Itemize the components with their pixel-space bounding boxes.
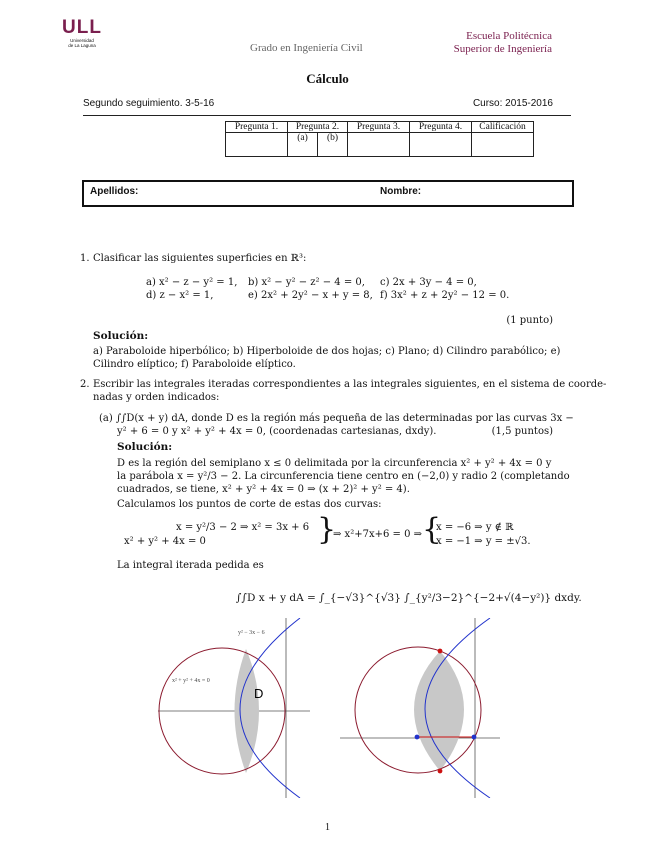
logo-mark: ULL [62,17,102,38]
grade-header-1: Pregunta 1. [226,122,288,133]
q2a-solution-2: la parábola x = y²/3 − 2. La circunferencia tiene centro en (−2,0) y radio 2 (completando [117,471,570,482]
q2a-points: (1,5 puntos) [491,426,553,437]
q1-statement: Clasificar las siguientes superficies en ℝ³: [93,253,307,264]
grade-header-3: Pregunta 3. [348,122,410,133]
q1-item-a: a) x² − z − y² = 1, [146,277,238,288]
grade-header-2: Pregunta 2. [288,122,348,133]
system-root-1: x = −6 ⇒ y ∉ ℝ [436,522,514,533]
q2-statement-1: Escribir las integrales iteradas correspondientes a las integrales siguientes, en el sistema de coorde- [93,379,607,390]
school-line-1: Escuela Politécnica [466,30,552,42]
q1-item-f: f) 3x² + z + 2y² − 12 = 0. [380,290,510,301]
grade-cell-5[interactable] [472,133,534,157]
circle-label: x² + y² + 4x = 0 [172,678,210,684]
grade-header-4: Pregunta 4. [410,122,472,133]
year-label: Curso: 2015-2016 [472,98,553,109]
q1-number: 1. [80,253,90,264]
page-title: Cálculo [306,71,349,86]
q1-solution-line-2: Cilindro elíptico; f) Paraboloide elíptico. [93,359,296,370]
right-endpoint [472,735,477,740]
student-name-box[interactable] [82,180,574,207]
q2a-line-1: (a) ∫∫D(x + y) dA, donde D es la región más pequeña de las determinadas por las curvas 3x − [99,413,574,424]
q2-statement-2: nadas y orden indicados: [93,392,220,403]
q1-solution-label: Solución: [93,330,149,342]
grade-cell-2a[interactable]: (a) [288,133,318,157]
q1-points: (1 punto) [506,315,553,326]
grade-cell-2b[interactable]: (b) [318,133,348,157]
grade-cell-4[interactable] [410,133,472,157]
q2a-line-2: y² + 6 = 0 y x² + y² + 4x = 0, (coordenadas cartesianas, dxdy). [117,426,437,437]
q2a-solution-5: La integral iterada pedida es [117,560,264,571]
page-number: 1 [325,822,330,833]
surname-label: Apellidos: [90,186,139,197]
intersection-top [438,649,443,654]
grade-cell-1[interactable] [226,133,288,157]
system-brace: } [317,512,337,547]
q1-item-d: d) z − x² = 1, [146,290,214,301]
top-rule [83,115,571,116]
school-line-2: Superior de Ingeniería [453,43,552,55]
course-name: Grado en Ingeniería Civil [250,42,363,54]
figure-right [340,618,500,798]
name-label: Nombre: [380,186,422,197]
exam-label: Segundo seguimiento. 3-5-16 [83,98,215,109]
system-middle: ⇒ x²+7x+6 = 0 ⇒ [333,529,422,540]
system-brace-left: { [422,512,442,547]
q1-item-b: b) x² − y² − z² − 4 = 0, [248,277,365,288]
region-label: D [254,686,264,701]
system-eq-1: x = y²/3 − 2 ⇒ x² = 3x + 6 [176,522,310,533]
q1-item-c: c) 2x + 3y − 4 = 0, [380,277,477,288]
grade-table [225,121,534,157]
system-eq-2: x² + y² + 4x = 0 [124,536,206,547]
q1-solution-line-1: a) Paraboloide hiperbólico; b) Hiperboloide de dos hojas; c) Plano; d) Cilindro parabólico; e) [93,346,561,357]
iterated-integral: ∫∫D x + y dA = ∫_{−√3}^{√3} ∫_{y²/3−2}^{−2+√(4−y²)} dxdy. [236,592,582,604]
q2a-solution-label: Solución: [117,441,173,453]
logo-sub-1: Universidad [70,38,94,43]
figure-left [150,618,310,798]
grade-cell-3[interactable] [348,133,410,157]
q1-item-e: e) 2x² + 2y² − x + y = 8, [248,290,373,301]
university-logo [62,18,102,48]
region-d-right [414,651,464,771]
q2a-solution-4: Calculamos los puntos de corte de estas dos curvas: [117,499,382,510]
q2a-solution-3: cuadrados, se tiene, x² + y² + 4x = 0 ⇒ (x + 2)² + y² = 4). [117,484,410,495]
parabola-label: y² − 3x − 6 [238,630,265,636]
left-endpoint [415,735,420,740]
grade-header-5: Calificación [472,122,534,133]
intersection-bottom [438,769,443,774]
logo-sub-2: de La Laguna [68,43,96,48]
system-root-2: x = −1 ⇒ y = ±√3. [436,536,531,547]
q2a-solution-1: D es la región del semiplano x ≤ 0 delimitada por la circunferencia x² + y² + 4x = 0 y [117,458,552,469]
q2-number: 2. [80,379,90,390]
